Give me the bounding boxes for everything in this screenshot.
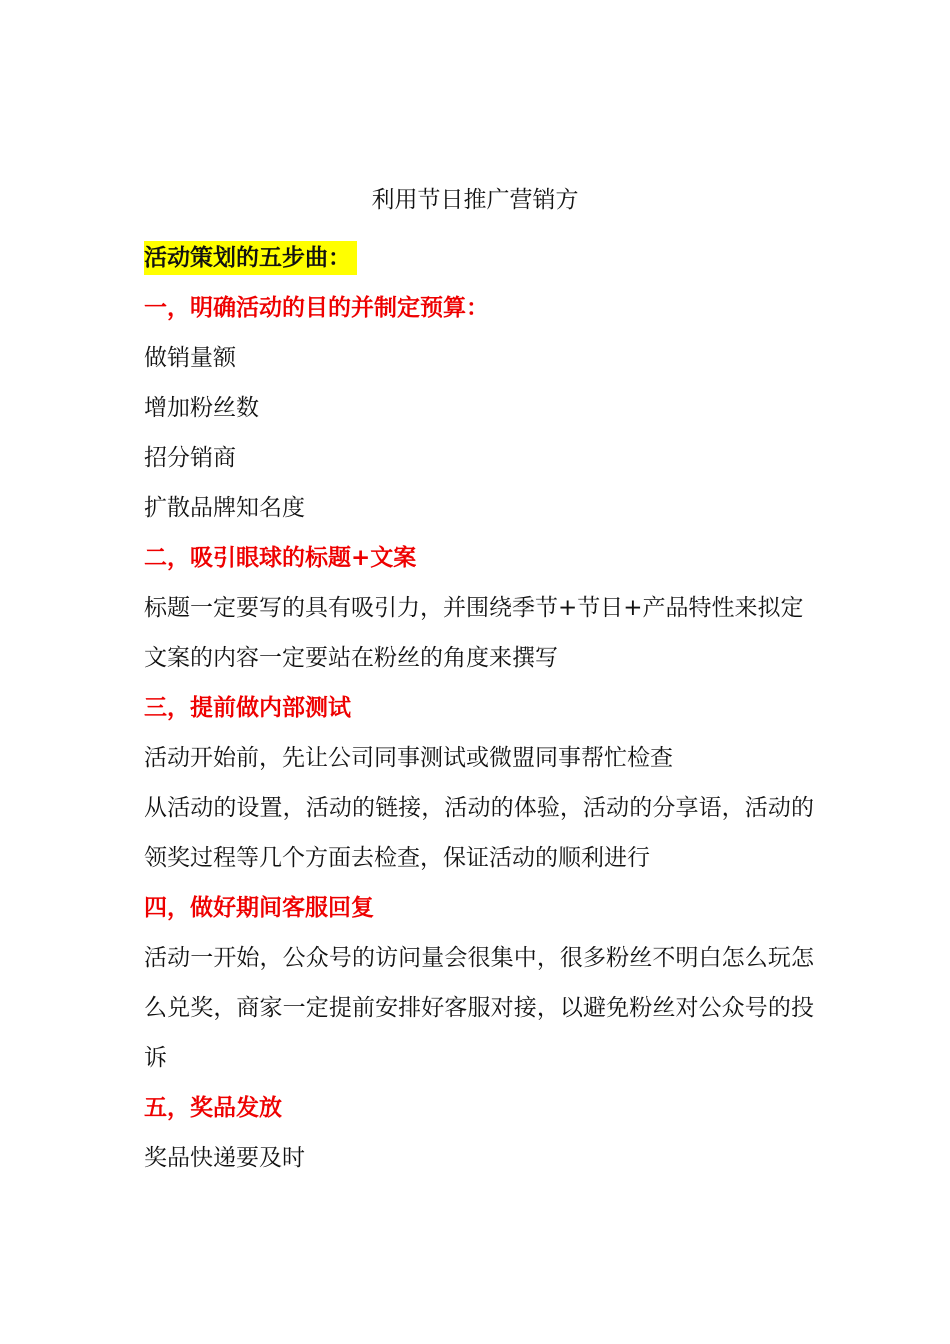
section-heading: 四，做好期间客服回复 xyxy=(144,895,374,921)
document-body xyxy=(144,233,814,1183)
intro-heading: 活动策划的五步曲： xyxy=(144,241,357,275)
section-line: 做销量额 xyxy=(144,345,236,371)
intro-heading-row xyxy=(144,233,814,283)
section-line: 增加粉丝数 xyxy=(144,395,259,421)
document-title: 利用节日推广营销方 xyxy=(371,187,579,213)
section-line: 扩散品牌知名度 xyxy=(144,495,305,521)
section-line: 招分销商 xyxy=(144,445,236,471)
section-line: 文案的内容一定要站在粉丝的角度来撰写 xyxy=(144,645,558,671)
section-paragraph: 从活动的设置，活动的链接，活动的体验，活动的分享语，活动的领奖过程等几个方面去检查，保证活动的顺利进行 xyxy=(144,795,814,871)
section-line: 奖品快递要及时 xyxy=(144,1145,305,1171)
section-heading: 五，奖品发放 xyxy=(144,1095,282,1121)
section-heading: 一，明确活动的目的并制定预算： xyxy=(144,295,489,321)
section-paragraph: 标题一定要写的具有吸引力，并围绕季节+节日+产品特性来拟定 xyxy=(144,595,804,621)
section-heading: 二，吸引眼球的标题+文案 xyxy=(144,545,417,571)
section-line: 活动开始前，先让公司同事测试或微盟同事帮忙检查 xyxy=(144,745,673,771)
section-paragraph: 活动一开始，公众号的访问量会很集中，很多粉丝不明白怎么玩怎么兑奖，商家一定提前安排好客服对接，以避免粉丝对公众号的投诉 xyxy=(144,945,814,1071)
section-heading: 三，提前做内部测试 xyxy=(144,695,351,721)
